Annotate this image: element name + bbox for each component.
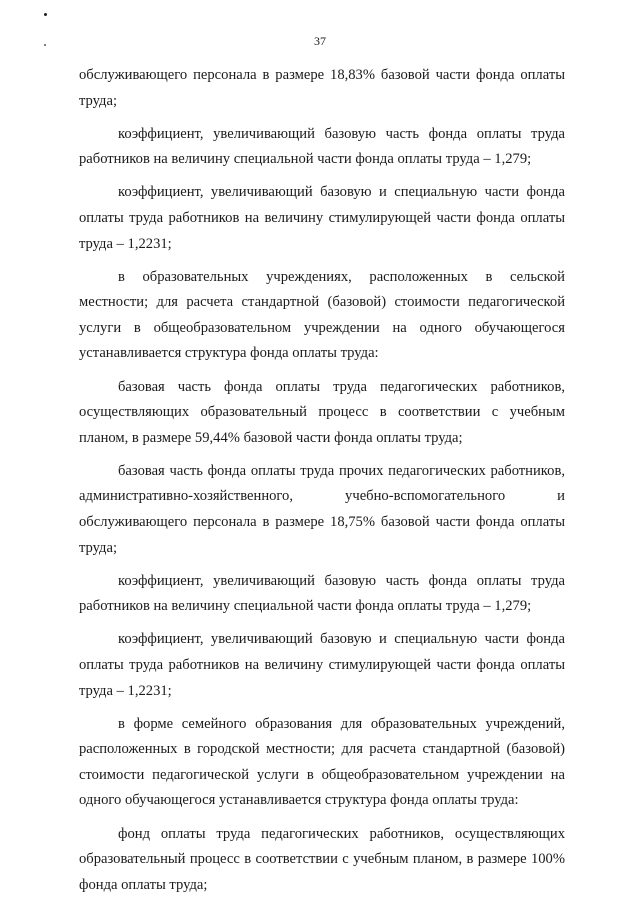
paragraph: коэффициент, увеличивающий базовую и специальную части фонда оплаты труда работников на величину стимулирующей части фонда оплаты труда – 1,2231;	[79, 184, 565, 252]
scan-mark	[44, 13, 47, 16]
paragraph: базовая часть фонда оплаты труда прочих педагогических работников, административно-хозяйственного, учебно-вспомогательного и обслуживающего персонала в размере 18,75% базовой части фонда оплаты труда;	[79, 462, 565, 556]
paragraph: в образовательных учреждениях, расположенных в сельской местности; для расчета стандартной (базовой) стоимости педагогической услуги в общеобразовательном учреждении на одного обучающегося устанавливается структура фонда оплаты труда:	[79, 268, 565, 362]
document-body	[79, 63, 565, 906]
paragraph: коэффициент, увеличивающий базовую часть фонда оплаты труда работников на величину специальной части фонда оплаты труда – 1,279;	[79, 125, 565, 168]
page-number: 37	[314, 34, 326, 48]
paragraph: коэффициент, увеличивающий базовую часть фонда оплаты труда работников на величину специальной части фонда оплаты труда – 1,279;	[79, 572, 565, 615]
paragraph: фонд оплаты труда педагогических работников, осуществляющих образовательный процесс в соответствии с учебным планом, в размере 100% фонда оплаты труда;	[79, 825, 565, 893]
paragraph: коэффициент, увеличивающий базовую и специальную части фонда оплаты труда работников на величину стимулирующей части фонда оплаты труда – 1,2231;	[79, 631, 565, 699]
paragraph: базовая часть фонда оплаты труда педагогических работников, осуществляющих образовательный процесс в соответствии с учебным планом, в размере 59,44% базовой части фонда оплаты труда;	[79, 378, 565, 446]
paragraph: в форме семейного образования для образовательных учреждений, расположенных в городской местности; для расчета стандартной (базовой) стоимости педагогической услуги в общеобразовательном учреждении на одного обучающегося устанавливается структура фонда оплаты труда:	[79, 715, 565, 809]
paragraph-continuation: обслуживающего персонала в размере 18,83% базовой части фонда оплаты труда;	[79, 67, 565, 109]
